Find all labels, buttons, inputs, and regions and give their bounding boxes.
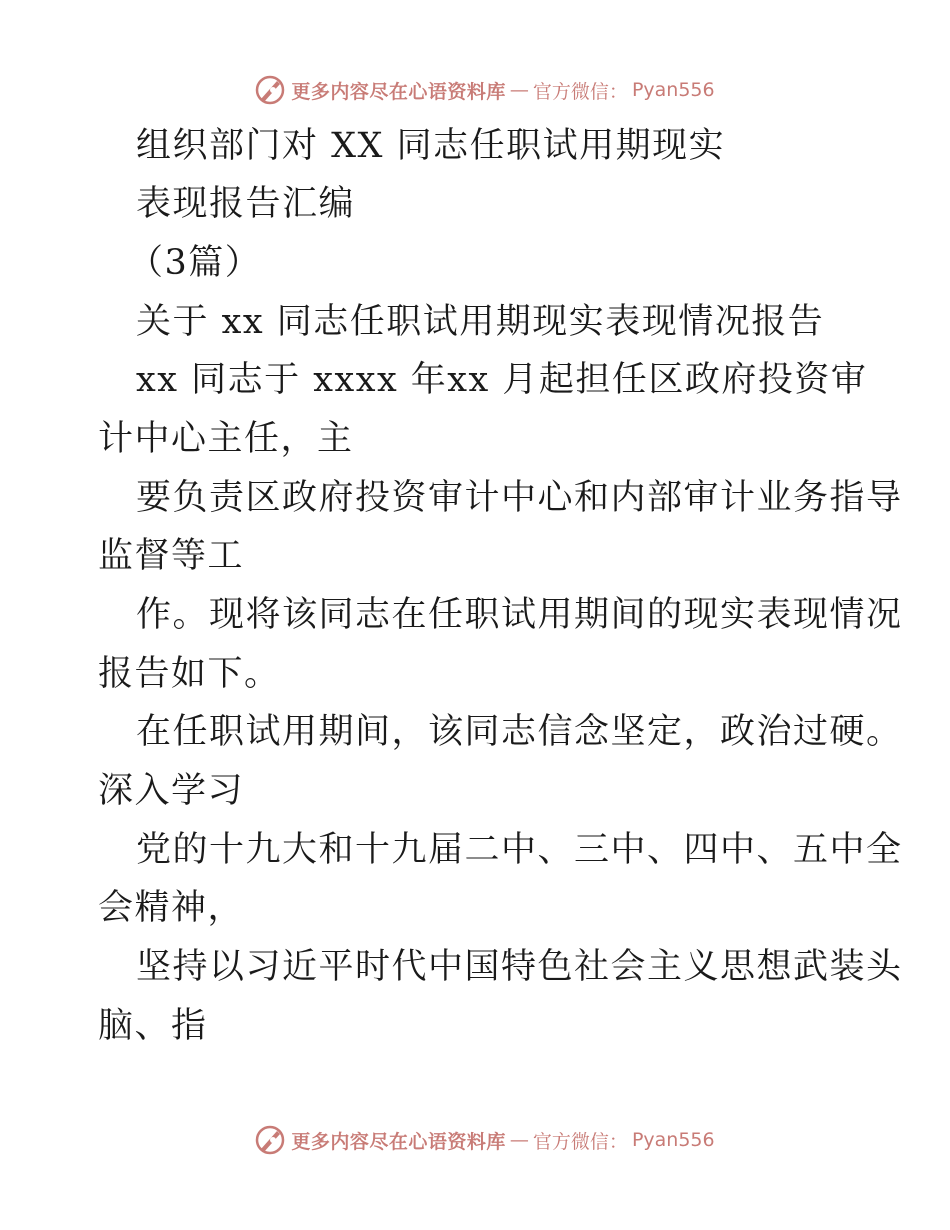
paragraph-line: 作。现将该同志在任职试用期间的现实表现情况 [136,595,903,635]
paragraph-line: 报告如下。 [98,654,281,694]
paragraph-line: 脑、指 [98,1006,208,1046]
banner-slogan: 更多内容尽在心语资料库 [291,1130,506,1153]
banner-wechat-label: 官方微信： [532,80,628,103]
footer-watermark-banner [0,1120,950,1160]
pen-logo-icon [253,73,287,107]
banner-wechat-id: Pyan556 [631,79,715,101]
document-title-line-1: 组织部门对 XX 同志任职试用期现实 [136,126,726,166]
paragraph-line: 党的十九大和十九届二中、三中、四中、五中全 [136,830,903,870]
paragraph-line: 会精神， [98,888,245,928]
paragraph-line: 计中心主任，主 [98,419,354,459]
banner-wechat-label: 官方微信： [532,1130,628,1153]
paragraph-line: 深入学习 [98,771,245,811]
paragraph-line: xx 同志于 xxxx 年xx 月起担任区政府投资审 [136,360,868,400]
banner-separator: — [509,79,529,101]
banner-wechat-id: Pyan556 [631,1129,715,1151]
pen-logo-icon [253,1123,287,1157]
document-title-line-2: 表现报告汇编 [136,184,356,224]
paragraph-line: 在任职试用期间，该同志信念坚定，政治过硬。 [136,712,903,752]
banner-separator: — [509,1129,529,1151]
paragraph-line: 坚持以习近平时代中国特色社会主义思想武装头 [136,947,903,987]
section-heading: 关于 xx 同志任职试用期现实表现情况报告 [136,302,825,342]
header-watermark-banner [0,70,950,110]
paragraph-line: 监督等工 [98,536,245,576]
banner-slogan: 更多内容尽在心语资料库 [291,80,506,103]
paragraph-line: 要负责区政府投资审计中心和内部审计业务指导 [136,478,903,518]
document-subtitle: （3篇） [128,243,262,283]
